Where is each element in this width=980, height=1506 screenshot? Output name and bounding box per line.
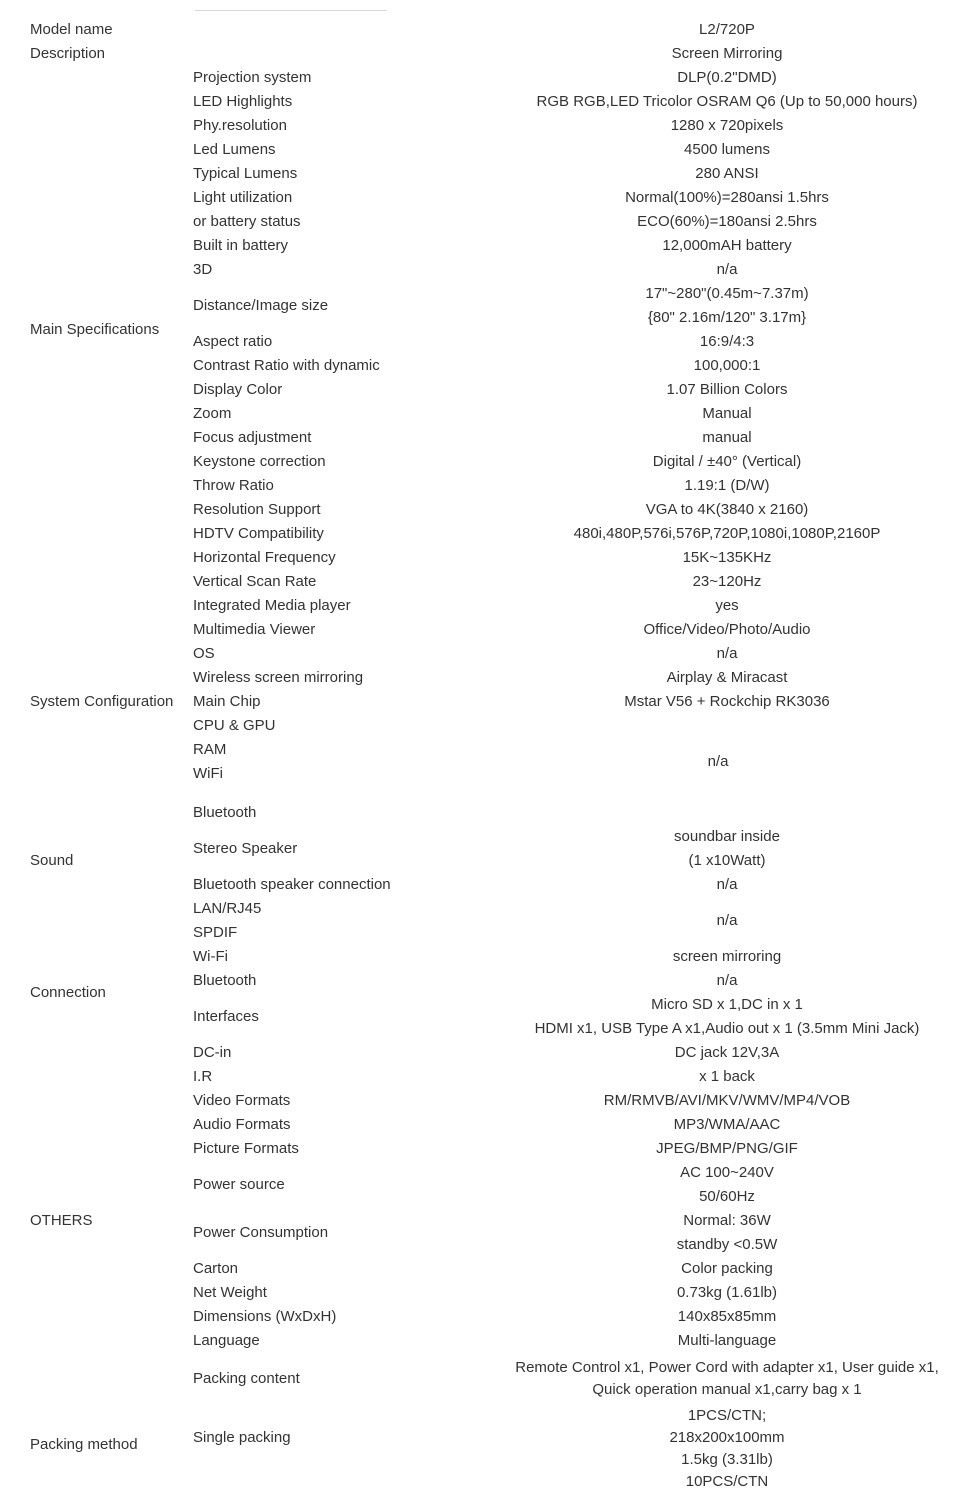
spec-value: Color packing [681, 1260, 773, 1277]
spec-value: n/a [716, 972, 738, 989]
spec-label: HDTV Compatibility [193, 525, 324, 542]
category-model-name: Model name [30, 21, 113, 38]
spec-value: L2/720P [699, 21, 755, 38]
spec-label: Single packing [193, 1429, 291, 1446]
spec-label: Light utilization [193, 189, 293, 206]
spec-value: Multi-language [677, 1332, 777, 1349]
spec-value: n/a [716, 876, 738, 893]
spec-value: Remote Control x1, Power Cord with adapter x1, User guide x1, [515, 1359, 939, 1376]
spec-value: RM/RMVB/AVI/MKV/WMV/MP4/VOB [603, 1092, 851, 1109]
spec-value: 1280 x 720pixels [670, 117, 784, 134]
spec-value: yes [715, 597, 739, 614]
spec-value: VGA to 4K(3840 x 2160) [645, 501, 809, 518]
category-main-specifications: Main Specifications [30, 321, 160, 338]
spec-value: JPEG/BMP/PNG/GIF [656, 1140, 798, 1157]
spec-value: MP3/WMA/AAC [673, 1116, 781, 1133]
spec-label: Bluetooth [193, 972, 257, 989]
spec-label: or battery status [193, 213, 301, 230]
spec-value: 15K~135KHz [682, 549, 772, 566]
spec-label: Packing content [193, 1370, 300, 1387]
spec-label: Distance/Image size [193, 297, 329, 314]
spec-label: 3D [193, 261, 213, 278]
spec-value: soundbar inside [674, 828, 780, 845]
spec-label: WiFi [193, 765, 223, 782]
spec-value: 1.5kg (3.31lb) [681, 1451, 773, 1468]
spec-label: CPU & GPU [193, 717, 276, 734]
spec-label: LED Highlights [193, 93, 293, 110]
spec-value: 280 ANSI [695, 165, 759, 182]
spec-value: Screen Mirroring [671, 45, 783, 62]
spec-label: Built in battery [193, 237, 289, 254]
spec-label: Throw Ratio [193, 477, 274, 494]
category-description: Description [30, 45, 106, 62]
spec-value: n/a [716, 261, 738, 278]
spec-value: Normal(100%)=280ansi 1.5hrs [625, 189, 829, 206]
top-divider [195, 10, 387, 11]
spec-label: Typical Lumens [193, 165, 298, 182]
spec-label: Wireless screen mirroring [193, 669, 364, 686]
category-packing-method: Packing method [30, 1436, 138, 1453]
spec-label: OS [193, 645, 215, 662]
spec-label: Dimensions (WxDxH) [193, 1308, 337, 1325]
spec-value: 17"~280"(0.45m~7.37m) [645, 285, 809, 302]
spec-value: Manual [702, 405, 752, 422]
spec-label: Picture Formats [193, 1140, 299, 1157]
spec-label: Keystone correction [193, 453, 326, 470]
spec-value: Quick operation manual x1,carry bag x 1 [592, 1381, 862, 1398]
spec-value: 23~120Hz [692, 573, 762, 590]
spec-label: Horizontal Frequency [193, 549, 336, 566]
spec-label: Interfaces [193, 1008, 259, 1025]
spec-value: (1 x10Watt) [688, 852, 766, 869]
spec-value: 12,000mAH battery [662, 237, 792, 254]
spec-label: RAM [193, 741, 227, 758]
spec-value: manual [702, 429, 752, 446]
spec-label: Resolution Support [193, 501, 321, 518]
spec-value: 16:9/4:3 [699, 333, 755, 350]
spec-value: 1.07 Billion Colors [666, 381, 788, 398]
spec-value: 1PCS/CTN; [687, 1407, 767, 1424]
spec-value: 100,000:1 [693, 357, 761, 374]
spec-label: Phy.resolution [193, 117, 287, 134]
spec-value: Normal: 36W [683, 1212, 771, 1229]
spec-label: Projection system [193, 69, 312, 86]
spec-label: DC-in [193, 1044, 232, 1061]
spec-label: Led Lumens [193, 141, 276, 158]
spec-label: Wi-Fi [193, 948, 228, 965]
spec-label: Video Formats [193, 1092, 291, 1109]
spec-label: Integrated Media player [193, 597, 351, 614]
spec-label: Power source [193, 1176, 285, 1193]
spec-value: {80" 2.16m/120" 3.17m} [647, 309, 807, 326]
spec-label: Audio Formats [193, 1116, 291, 1133]
spec-label: Stereo Speaker [193, 840, 298, 857]
spec-label: Focus adjustment [193, 429, 312, 446]
spec-label: LAN/RJ45 [193, 900, 262, 917]
spec-label: I.R [193, 1068, 213, 1085]
spec-label: Language [193, 1332, 260, 1349]
spec-label: Net Weight [193, 1284, 267, 1301]
spec-label: Carton [193, 1260, 239, 1277]
category-connection: Connection [30, 984, 106, 1001]
spec-value: DC jack 12V,3A [674, 1044, 780, 1061]
spec-label: SPDIF [193, 924, 238, 941]
spec-label: Multimedia Viewer [193, 621, 316, 638]
spec-value: 10PCS/CTN [685, 1473, 769, 1490]
spec-value: ECO(60%)=180ansi 2.5hrs [637, 213, 817, 230]
spec-value: Micro SD x 1,DC in x 1 [651, 996, 803, 1013]
spec-value: n/a [707, 753, 729, 770]
spec-value: HDMI x1, USB Type A x1,Audio out x 1 (3.5mm Mini Jack) [534, 1020, 920, 1037]
spec-label: Zoom [193, 405, 232, 422]
spec-value: screen mirroring [672, 948, 782, 965]
category-sound: Sound [30, 852, 74, 869]
spec-value: x 1 back [699, 1068, 755, 1085]
spec-value: 0.73kg (1.61lb) [676, 1284, 778, 1301]
spec-value: Mstar V56 + Rockchip RK3036 [624, 693, 830, 710]
spec-value: n/a [716, 645, 738, 662]
spec-label: Vertical Scan Rate [193, 573, 317, 590]
spec-value: 218x200x100mm [669, 1429, 785, 1446]
spec-label: Main Chip [193, 693, 261, 710]
spec-value: Office/Video/Photo/Audio [643, 621, 811, 638]
spec-value: 140x85x85mm [677, 1308, 777, 1325]
spec-label: Aspect ratio [193, 333, 273, 350]
spec-value: AC 100~240V [680, 1164, 774, 1181]
spec-label: Display Color [193, 381, 283, 398]
spec-value: 480i,480P,576i,576P,720P,1080i,1080P,2160P [573, 525, 881, 542]
spec-value: 50/60Hz [699, 1188, 755, 1205]
spec-value: Digital / ±40° (Vertical) [652, 453, 802, 470]
category-others: OTHERS [30, 1212, 93, 1229]
spec-value: 1.19:1 (D/W) [684, 477, 770, 494]
spec-value: RGB RGB,LED Tricolor OSRAM Q6 (Up to 50,000 hours) [536, 93, 918, 110]
spec-label: Contrast Ratio with dynamic [193, 357, 380, 374]
spec-label: Bluetooth [193, 804, 257, 821]
category-system-configuration: System Configuration [30, 693, 174, 710]
spec-label: Power Consumption [193, 1224, 329, 1241]
spec-value: DLP(0.2"DMD) [677, 69, 777, 86]
spec-value: n/a [716, 912, 738, 929]
spec-value: 4500 lumens [684, 141, 770, 158]
spec-label: Bluetooth speaker connection [193, 876, 391, 893]
spec-value: standby <0.5W [676, 1236, 778, 1253]
spec-value: Airplay & Miracast [666, 669, 788, 686]
